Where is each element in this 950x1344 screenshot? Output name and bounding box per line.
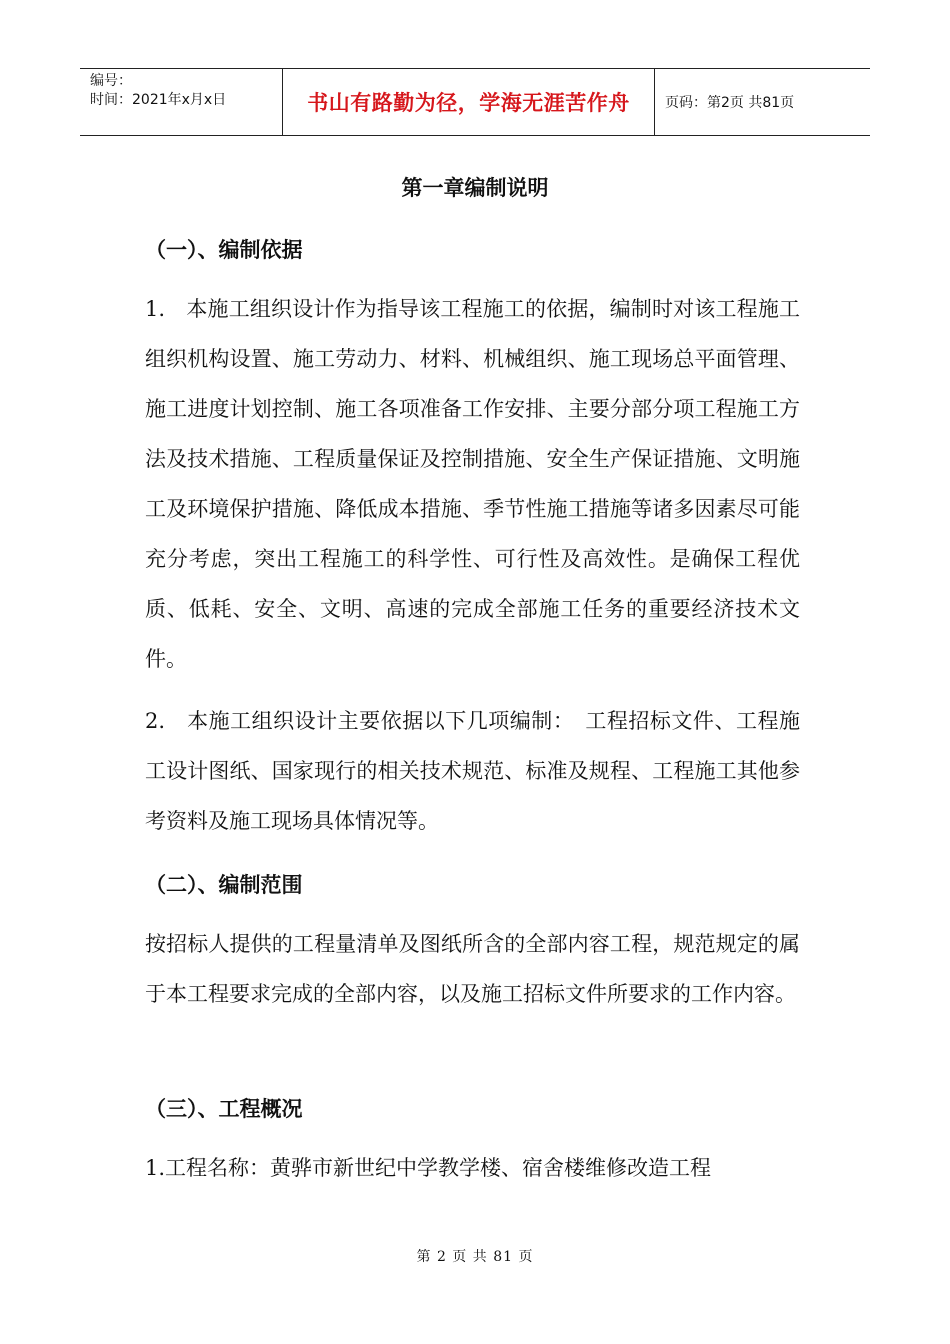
page-header — [80, 68, 870, 136]
section-heading-basis: （一）、编制依据 — [145, 238, 303, 262]
paragraph-scope: 按招标人提供的工程量清单及图纸所含的全部内容工程，规范规定的属于本工程要求完成的全部内容，以及施工招标文件所要求的工作内容。 — [145, 932, 800, 1006]
section-heading-scope: （二）、编制范围 — [145, 873, 303, 897]
paragraph-basis-2: 2. 本施工组织设计主要依据以下几项编制： 工程招标文件、工程施工设计图纸、国家现行的相关技术规范、标准及规程、工程施工其他参考资料及施工现场具体情况等。 — [145, 709, 800, 833]
page-footer: 第 2 页 共 81 页 — [416, 1249, 534, 1265]
paragraph-project-name: 1.工程名称：黄骅市新世纪中学教学楼、宿舍楼维修改造工程 — [145, 1156, 712, 1180]
header-motto — [282, 69, 655, 135]
serial-number-label: 编号： — [90, 73, 132, 89]
section-heading-overview: （三）、工程概况 — [145, 1097, 303, 1121]
header-meta — [80, 69, 282, 135]
chapter-title: 第一章编制说明 — [401, 176, 549, 200]
motto-text: 书山有路勤为径，学海无涯苦作舟 — [307, 91, 630, 115]
page-info-text: 页码：第2页 共81页 — [665, 95, 795, 111]
date-label: 时间：2021年x月x日 — [90, 92, 227, 108]
paragraph-basis-1: 1. 本施工组织设计作为指导该工程施工的依据，编制时对该工程施工组织机构设置、施工劳动力、材料、机械组织、施工现场总平面管理、施工进度计划控制、施工各项准备工作安排、主要分部分项工程施工方法及技术措施、工程质量保证及控制措施、安全生产保证措施、文明施工及环境保护措施、降低成本措施、季节性施工措施等诸多因素尽可能充分考虑，突出工程施工的科学性、可行性及高效性。是确保工程优质、低耗、安全、文明、高速的完成全部施工任务的重要经济技术文件。 — [145, 297, 800, 671]
header-page-info — [655, 69, 870, 135]
